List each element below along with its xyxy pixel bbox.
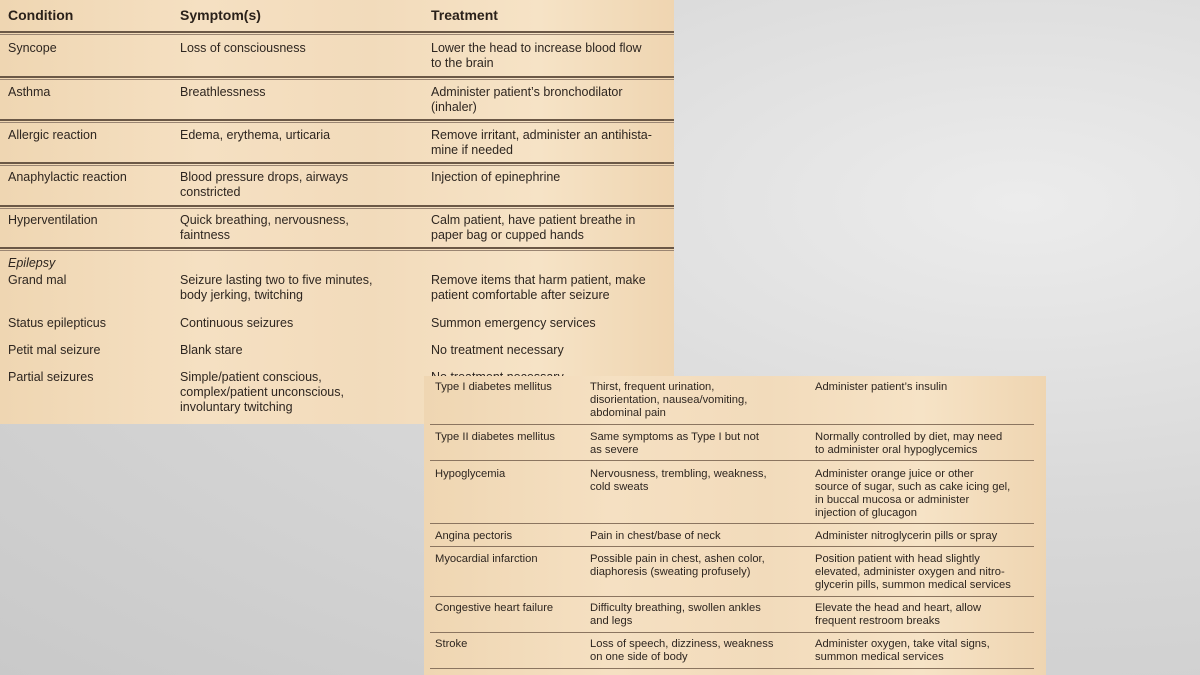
cell-line: mine if needed	[431, 143, 514, 157]
row-divider	[430, 596, 1034, 597]
row-divider	[430, 460, 1034, 461]
cell-line: faintness	[180, 228, 231, 242]
cell-symptoms: Loss of consciousness	[180, 41, 306, 55]
header-symptoms: Symptom(s)	[180, 7, 261, 23]
cell-line: glycerin pills, summon medical services	[815, 579, 1011, 591]
cell-line: diaphoresis (sweating profusely)	[590, 566, 751, 578]
row-divider	[0, 205, 674, 209]
cell-line: in buccal mucosa or administer	[815, 494, 970, 506]
cell-line: Position patient with head slightly	[815, 553, 980, 565]
cell-symptoms	[180, 170, 348, 200]
header-divider	[0, 31, 674, 35]
header-condition: Condition	[8, 7, 74, 23]
cell-symptoms	[590, 431, 759, 457]
row-divider	[0, 76, 674, 80]
cell-symptoms: Pain in chest/base of neck	[590, 530, 721, 542]
row-divider	[430, 523, 1034, 524]
cell-line: body jerking, twitching	[180, 288, 303, 302]
cell-condition: Partial seizures	[8, 370, 94, 384]
cell-line: as severe	[590, 444, 639, 456]
cell-line: on one side of body	[590, 651, 688, 663]
cell-line: Thirst, frequent urination,	[590, 381, 715, 393]
cell-condition: Anaphylactic reaction	[8, 170, 127, 184]
cell-line: Normally controlled by diet, may need	[815, 431, 1003, 443]
cell-line: involuntary twitching	[180, 400, 293, 414]
cell-treatment: Administer nitroglycerin pills or spray	[815, 530, 998, 542]
cell-line: abdominal pain	[590, 407, 666, 419]
cell-treatment	[815, 431, 1002, 457]
cell-line: Administer patient’s bronchodilator	[431, 85, 623, 99]
cell-condition: Stroke	[435, 638, 468, 650]
cell-line: complex/patient unconscious,	[180, 385, 344, 399]
cell-symptoms	[590, 602, 761, 628]
cell-treatment	[431, 273, 646, 303]
cell-line: frequent restroom breaks	[815, 615, 940, 627]
cell-treatment	[431, 128, 652, 158]
cell-line: Loss of speech, dizziness, weakness	[590, 638, 774, 650]
row-divider	[0, 119, 674, 123]
cell-line: Calm patient, have patient breathe in	[431, 213, 636, 227]
cell-line: Remove items that harm patient, make	[431, 273, 646, 287]
cell-symptoms	[590, 553, 765, 579]
row-divider	[0, 247, 674, 251]
cell-line: to administer oral hypoglycemics	[815, 444, 978, 456]
cell-condition: Angina pectoris	[435, 530, 513, 542]
cell-condition: Congestive heart failure	[435, 602, 554, 614]
cell-line: constricted	[180, 185, 241, 199]
cell-line: to the brain	[431, 56, 494, 70]
cell-line: Seizure lasting two to five minutes,	[180, 273, 373, 287]
cell-treatment: Administer patient’s insulin	[815, 381, 948, 393]
epilepsy-heading: Epilepsy	[8, 256, 56, 270]
cell-condition: Allergic reaction	[8, 128, 97, 142]
table-header	[0, 0, 674, 32]
cell-line: Difficulty breathing, swollen ankles	[590, 602, 761, 614]
cell-line: injection of glucagon	[815, 507, 918, 519]
cell-symptoms: Continuous seizures	[180, 316, 294, 330]
cell-condition: Myocardial infarction	[435, 553, 538, 565]
cell-line: patient comfortable after seizure	[431, 288, 610, 302]
emergency-conditions-table-top	[0, 0, 674, 424]
cell-line: source of sugar, such as cake icing gel,	[815, 481, 1011, 493]
cell-condition: Hypoglycemia	[435, 468, 506, 480]
cell-symptoms	[180, 370, 344, 415]
cell-condition: Syncope	[8, 41, 57, 55]
cell-treatment: Injection of epinephrine	[431, 170, 561, 184]
cell-line: paper bag or cupped hands	[431, 228, 584, 242]
cell-line: Administer oxygen, take vital signs,	[815, 638, 990, 650]
cell-treatment	[815, 553, 1011, 592]
cell-symptoms	[590, 638, 773, 664]
cell-condition: Grand mal	[8, 273, 67, 287]
cell-symptoms: Breathlessness	[180, 85, 266, 99]
cell-condition: Asthma	[8, 85, 51, 99]
row-divider	[430, 668, 1034, 669]
cell-line: Elevate the head and heart, allow	[815, 602, 982, 614]
cell-line: Possible pain in chest, ashen color,	[590, 553, 765, 565]
cell-line: elevated, administer oxygen and nitro-	[815, 566, 1005, 578]
cell-line: Same symptoms as Type I but not	[590, 431, 759, 443]
cell-line: Quick breathing, nervousness,	[180, 213, 349, 227]
cell-treatment	[815, 602, 981, 628]
cell-line: disorientation, nausea/vomiting,	[590, 394, 748, 406]
cell-symptoms	[590, 381, 747, 420]
cell-treatment	[431, 213, 635, 243]
cell-line: (inhaler)	[431, 100, 477, 114]
cell-treatment: No treatment necessary	[431, 343, 564, 357]
cell-condition: Petit mal seizure	[8, 343, 101, 357]
cell-line: Simple/patient conscious,	[180, 370, 322, 384]
cell-condition: Hyperventilation	[8, 213, 98, 227]
cell-symptoms	[590, 468, 767, 494]
emergency-conditions-table-bottom	[424, 376, 1046, 675]
cell-symptoms: Blank stare	[180, 343, 243, 357]
cell-treatment: Summon emergency services	[431, 316, 596, 330]
row-divider	[430, 424, 1034, 425]
cell-line: and legs	[590, 615, 633, 627]
cell-line: Remove irritant, administer an antihista-	[431, 128, 652, 142]
cell-condition: Type I diabetes mellitus	[435, 381, 552, 393]
cell-treatment	[431, 41, 642, 71]
cell-line: Administer orange juice or other	[815, 468, 974, 480]
cell-condition: Status epilepticus	[8, 316, 106, 330]
cell-treatment	[431, 85, 623, 115]
cell-line: Lower the head to increase blood flow	[431, 41, 642, 55]
cell-condition: Type II diabetes mellitus	[435, 431, 556, 443]
cell-symptoms	[180, 273, 372, 303]
cell-line: cold sweats	[590, 481, 649, 493]
cell-line: Nervousness, trembling, weakness,	[590, 468, 767, 480]
row-divider	[430, 632, 1034, 633]
cell-treatment	[815, 638, 990, 664]
row-divider	[0, 162, 674, 166]
row-divider	[430, 546, 1034, 547]
cell-treatment	[815, 468, 1010, 520]
cell-line: summon medical services	[815, 651, 944, 663]
cell-symptoms	[180, 213, 349, 243]
cell-symptoms: Edema, erythema, urticaria	[180, 128, 331, 142]
header-treatment: Treatment	[431, 7, 498, 23]
cell-line: Blood pressure drops, airways	[180, 170, 349, 184]
